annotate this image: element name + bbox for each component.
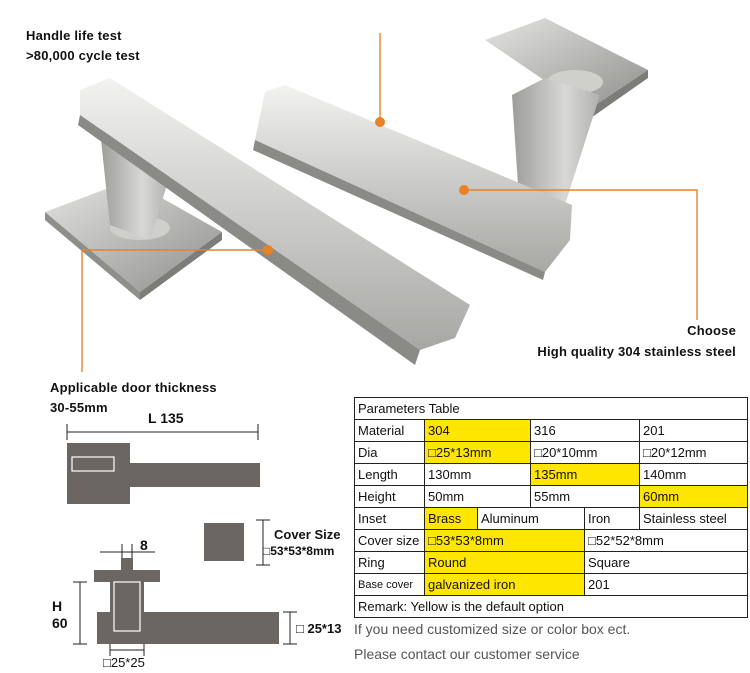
life-test-value: >80,000 cycle test bbox=[26, 48, 140, 63]
table-cell: □53*53*8mm bbox=[425, 530, 585, 552]
table-row bbox=[355, 486, 748, 508]
row-label: Height bbox=[355, 486, 425, 508]
table-cell: □52*52*8mm bbox=[585, 530, 748, 552]
post-size-dimension: □25*25 bbox=[103, 655, 145, 670]
height-dimension-value: 60 bbox=[52, 615, 68, 631]
table-row bbox=[355, 530, 748, 552]
table-cell: 140mm bbox=[640, 464, 748, 486]
cover-square bbox=[204, 523, 244, 561]
table-cell: □20*12mm bbox=[640, 442, 748, 464]
table-cell: Aluminum bbox=[478, 508, 585, 530]
table-row bbox=[355, 552, 748, 574]
choose-label: Choose bbox=[687, 323, 736, 338]
row-label: Dia bbox=[355, 442, 425, 464]
table-cell: Stainless steel bbox=[640, 508, 748, 530]
table-row bbox=[355, 420, 748, 442]
row-label: Inset bbox=[355, 508, 425, 530]
cover-size-title: Cover Size bbox=[274, 527, 341, 542]
table-cell: Square bbox=[585, 552, 748, 574]
width-dimension: 8 bbox=[140, 537, 148, 553]
table-cell: 60mm bbox=[640, 486, 748, 508]
contact-note: Please contact our customer service bbox=[354, 646, 580, 662]
table-title: Parameters Table bbox=[355, 398, 748, 420]
parameters-table bbox=[354, 397, 748, 618]
table-cell: □20*10mm bbox=[531, 442, 640, 464]
custom-note: If you need customized size or color box ect. bbox=[354, 621, 631, 637]
table-cell: Brass bbox=[425, 508, 478, 530]
table-cell: 130mm bbox=[425, 464, 531, 486]
bar-size-dimension: □ 25*13 bbox=[296, 621, 342, 636]
table-cell: 304 bbox=[425, 420, 531, 442]
table-row bbox=[355, 464, 748, 486]
table-cell: Round bbox=[425, 552, 585, 574]
row-label: Base cover bbox=[355, 574, 425, 596]
table-row bbox=[355, 508, 748, 530]
table-remark: Remark: Yellow is the default option bbox=[355, 596, 748, 618]
table-row bbox=[355, 442, 748, 464]
table-row bbox=[355, 574, 748, 596]
table-cell: 55mm bbox=[531, 486, 640, 508]
table-cell: Iron bbox=[585, 508, 640, 530]
door-thickness-value: 30-55mm bbox=[50, 400, 108, 415]
length-dimension: L 135 bbox=[148, 410, 184, 426]
table-cell: 201 bbox=[585, 574, 748, 596]
life-test-title: Handle life test bbox=[26, 28, 122, 43]
row-label: Cover size bbox=[355, 530, 425, 552]
row-label: Length bbox=[355, 464, 425, 486]
top-view bbox=[67, 424, 260, 504]
table-cell: 316 bbox=[531, 420, 640, 442]
row-label: Material bbox=[355, 420, 425, 442]
table-cell: galvanized iron bbox=[425, 574, 585, 596]
table-cell: □25*13mm bbox=[425, 442, 531, 464]
door-thickness-title: Applicable door thickness bbox=[50, 380, 217, 395]
table-cell: 135mm bbox=[531, 464, 640, 486]
row-label: Ring bbox=[355, 552, 425, 574]
material-quality-label: High quality 304 stainless steel bbox=[537, 344, 736, 359]
table-cell: 201 bbox=[640, 420, 748, 442]
table-cell: 50mm bbox=[425, 486, 531, 508]
cover-size-value: □53*53*8mm bbox=[263, 544, 335, 558]
height-dimension-h: H bbox=[52, 598, 63, 614]
